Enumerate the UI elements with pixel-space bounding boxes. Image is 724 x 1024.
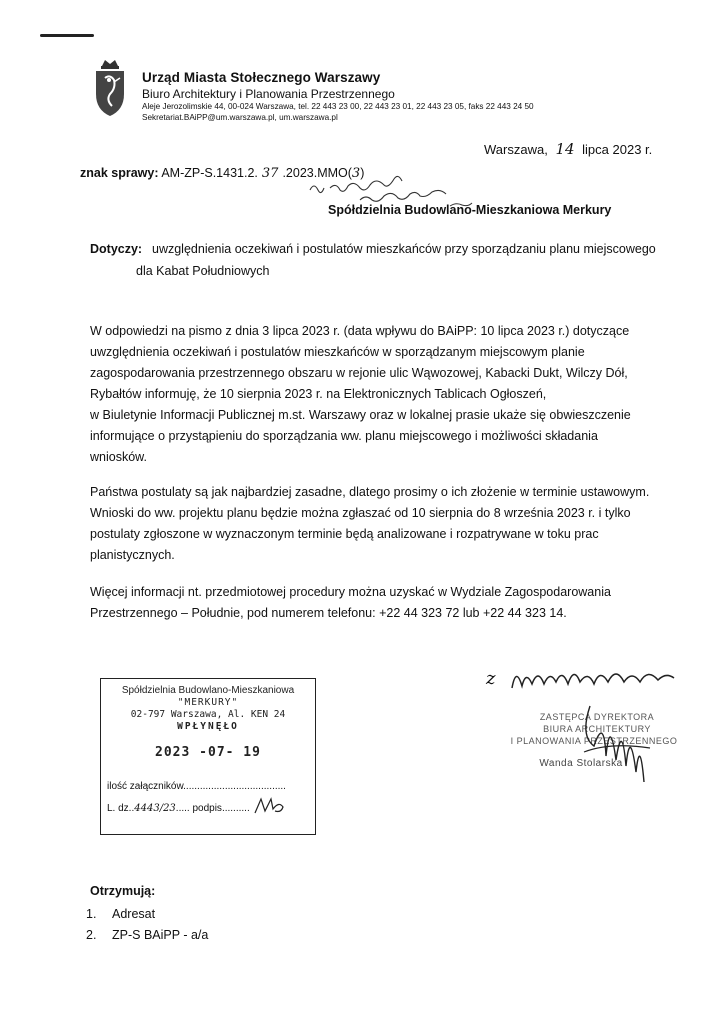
case-ref-close: ): [360, 166, 365, 180]
body-paragraph-1: [90, 321, 690, 468]
stamp-sign-label: podpis: [192, 803, 222, 814]
list-item-number: 1.: [86, 907, 97, 921]
date-day-handwritten: 14: [555, 140, 575, 158]
paragraph-line: informujące o przystąpieniu do sporządzania ww. planu miejscowego i możliwości składania: [90, 429, 598, 443]
list-item: [86, 904, 208, 925]
list-item-label: Adresat: [112, 907, 156, 921]
paragraph-line: Wnioski do ww. projektu planu będzie można zgłaszać od 10 sierpnia do 8 września 2023 r. i tylko: [90, 506, 631, 520]
stamp-ld-row: L. dz..4443/23..... podpis..........: [107, 803, 250, 814]
case-ref-label: znak sprawy:: [80, 166, 159, 180]
stamp-attachments-label: ilość załączników: [107, 781, 184, 792]
received-stamp: [100, 678, 316, 835]
paragraph-line: Państwa postulaty są jak najbardziej zasadne, dlatego prosimy o ich złożenie w terminie ustawowym.: [90, 485, 650, 499]
recipients-list: [86, 904, 208, 946]
case-ref-mid: .2023.MMO(: [282, 166, 352, 180]
list-item: [86, 925, 208, 946]
handwritten-annotation: [300, 166, 540, 208]
department-name: Biuro Architektury i Planowania Przestrzennego: [142, 87, 395, 101]
paragraph-line: Więcej informacji nt. przedmiotowej procedury można uzyskać w Wydziale Zagospodarowania: [90, 585, 611, 599]
handwritten-signature-main: [570, 696, 660, 790]
stamp-ld-value: 4443/23: [134, 803, 176, 814]
list-item-label: ZP-S BAiPP - a/a: [112, 928, 209, 942]
date-month-year: lipca 2023 r.: [582, 142, 653, 157]
stamp-ld-label: L. dz.: [107, 803, 132, 814]
stamp-initials-signature: [251, 795, 291, 819]
address-line: Aleje Jerozolimskie 44, 00-024 Warszawa, tel. 22 443 23 00, 22 443 23 01, 22 443 23 05, faks 22 443 24 50: [142, 102, 534, 111]
paragraph-line: planistycznych.: [90, 548, 175, 562]
paragraph-line: Przestrzennego – Południe, pod numerem telefonu: +22 44 323 72 lub +22 44 323 14.: [90, 606, 567, 620]
letter-date: [484, 140, 652, 158]
subject-line-1: uwzględnienia oczekiwań i postulatów mieszkańców przy sporządzaniu planu miejscowego: [152, 242, 656, 256]
body-paragraph-2: [90, 482, 690, 566]
paragraph-line: postulaty zgłoszone w wyznaczonym terminie będą analizowane i rozpatrywane w toku prac: [90, 527, 599, 541]
case-ref-handwritten-sub: 3: [351, 166, 361, 181]
signature-block: [470, 660, 690, 790]
email-line: Sekretariat.BAiPP@um.warszawa.pl, um.warszawa.pl: [142, 113, 338, 122]
recipient-name: Spółdzielnia Budowlano-Mieszkaniowa Merkury: [328, 203, 612, 217]
handwritten-signature-top: [508, 660, 678, 696]
list-item-number: 2.: [86, 928, 97, 942]
institution-name: Urząd Miasta Stołecznego Warszawy: [142, 70, 381, 85]
recipients-title: Otrzymują:: [90, 884, 156, 898]
case-ref-handwritten-num: 37: [261, 166, 279, 181]
stamp-received-label: WPŁYNĘŁO: [177, 721, 239, 732]
paragraph-line: w Biuletynie Informacji Publicznej m.st. Warszawy oraz w lokalnej prasie ukaże się obwieszczenie: [90, 408, 631, 422]
stamp-attachments-row: ilość załączników.....................................: [107, 781, 286, 792]
signature-stamp-line-2: BIURA ARCHITEKTURY: [543, 724, 651, 734]
paragraph-line: wniosków.: [90, 450, 147, 464]
body-paragraph-3: [90, 582, 690, 624]
stamp-line-3: 02-797 Warszawa, Al. KEN 24: [130, 709, 286, 720]
subject-label: Dotyczy:: [90, 242, 143, 256]
stamp-line-1: Spółdzielnia Budowlano-Mieszkaniowa: [121, 685, 295, 696]
signature-prefix: z: [486, 668, 496, 689]
paragraph-line: zagospodarowania przestrzennego obszaru w rejonie ulic Wąwozowej, Kabacki Dukt, Wilczy Dół,: [90, 366, 628, 380]
stamp-line-2: "MERKURY": [177, 697, 239, 708]
paragraph-line: Rybałtów informuję, że 10 sierpnia 2023 r. na Elektronicznych Tablicach Ogłoszeń,: [90, 387, 547, 401]
paragraph-line: uwzględnienia oczekiwań i postulatów mieszkańców w sporządzanym miejscowym planie: [90, 345, 585, 359]
stamp-date: 2023 -07- 19: [155, 745, 261, 760]
paragraph-line: W odpowiedzi na pismo z dnia 3 lipca 2023 r. (data wpływu do BAiPP: 10 lipca 2023 r.) dotyczące: [90, 324, 630, 338]
signature-stamp-line-3: I PLANOWANIA PRZESTRZENNEGO: [510, 736, 678, 746]
subject-line-2: dla Kabat Południowych: [136, 264, 270, 278]
signature-name: Wanda Stolarska: [539, 758, 623, 769]
signature-stamp-line-1: ZASTĘPCA DYREKTORA: [539, 712, 655, 722]
scan-mark: [40, 34, 94, 37]
date-city: Warszawa,: [484, 142, 548, 157]
warsaw-coat-of-arms-logo: [92, 58, 128, 118]
case-ref-prefix: AM-ZP-S.1431.2.: [161, 166, 258, 180]
